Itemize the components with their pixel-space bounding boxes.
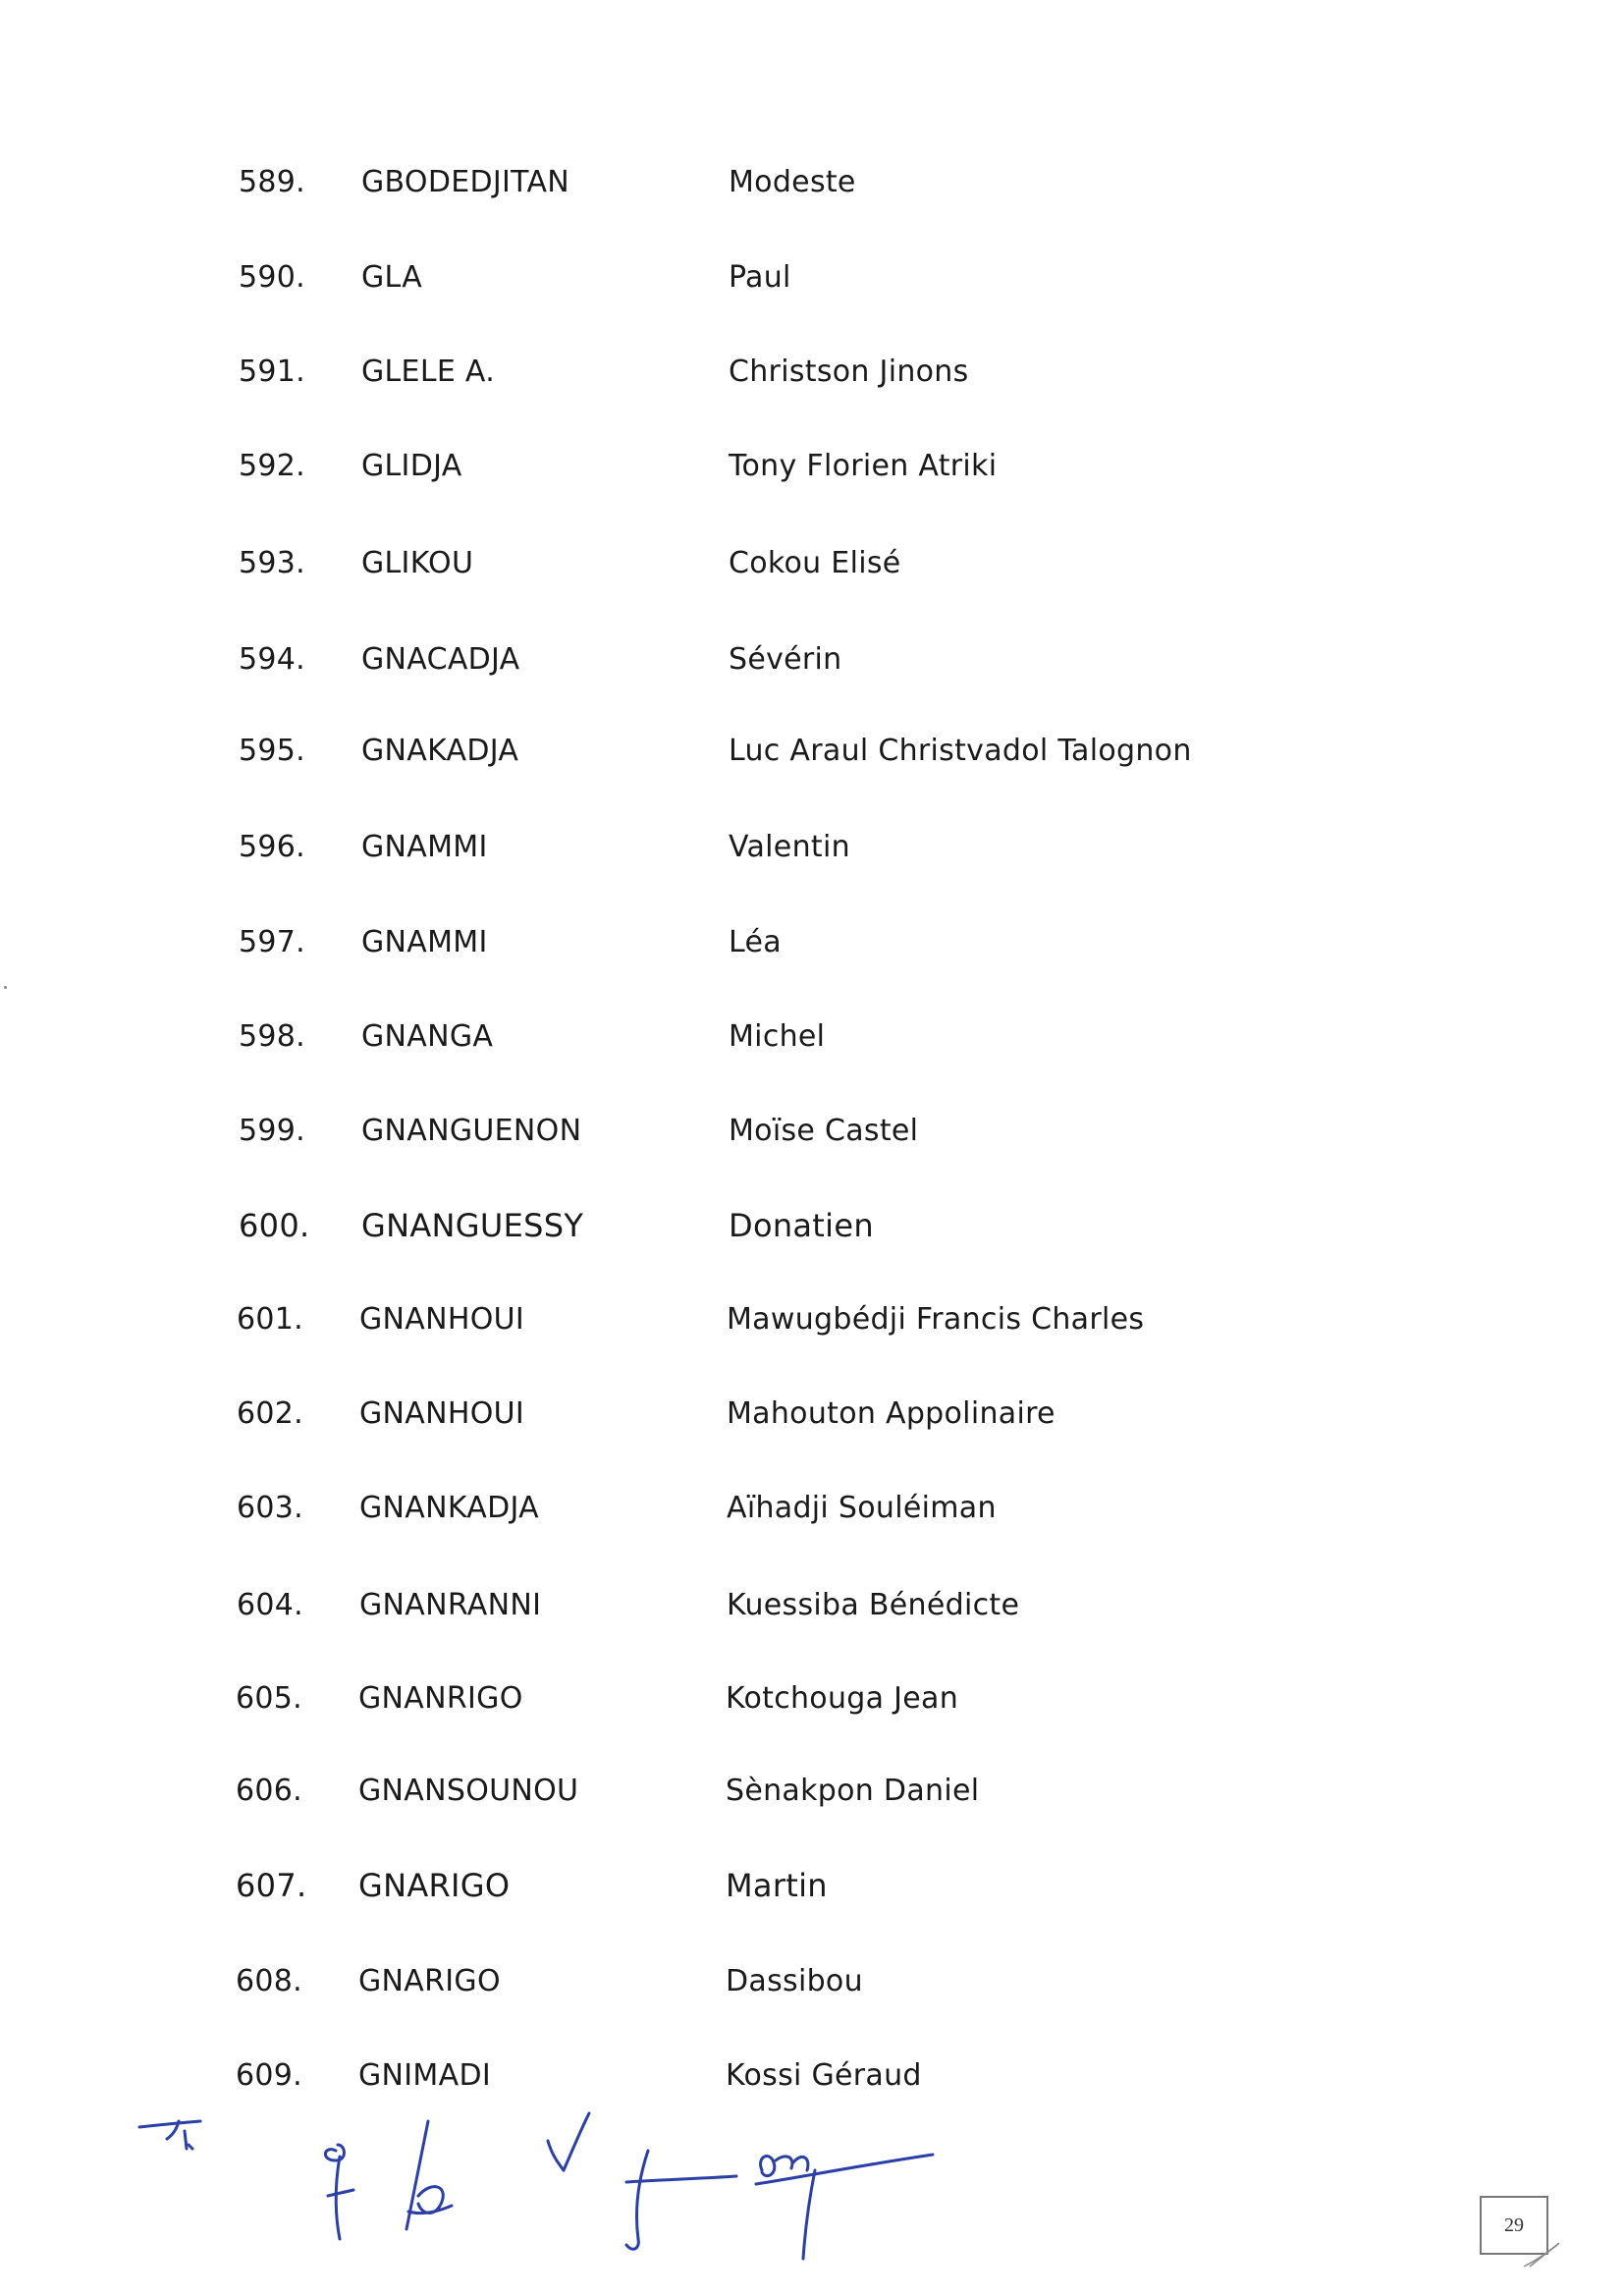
- row-number: 608.: [236, 1964, 302, 1998]
- row-given-names: Modeste: [729, 165, 856, 199]
- row-given-names: Mawugbédji Francis Charles: [727, 1302, 1145, 1337]
- row-surname: GLIDJA: [361, 449, 462, 483]
- list-row: [0, 1489, 1624, 1548]
- list-row: [0, 1300, 1624, 1359]
- row-given-names: Valentin: [729, 830, 850, 864]
- row-given-names: Donatien: [729, 1207, 874, 1244]
- list-row: [0, 447, 1624, 506]
- row-given-names: Mahouton Appolinaire: [727, 1396, 1056, 1431]
- list-row: [0, 1206, 1624, 1265]
- list-row: [0, 732, 1624, 791]
- row-given-names: Christson Jinons: [729, 355, 969, 389]
- row-surname: GNANGUESSY: [361, 1207, 584, 1244]
- row-given-names: Kuessiba Bénédicte: [727, 1588, 1020, 1622]
- row-number: 606.: [236, 1774, 302, 1808]
- row-given-names: Sévérin: [729, 642, 842, 677]
- row-number: 589.: [239, 165, 305, 199]
- row-number: 591.: [239, 355, 305, 389]
- row-given-names: Kotchouga Jean: [726, 1681, 959, 1716]
- row-surname: GNANGA: [361, 1019, 494, 1054]
- list-row: [0, 163, 1624, 222]
- list-row: [0, 544, 1624, 603]
- page-number: 29: [1504, 2214, 1524, 2236]
- row-number: 607.: [236, 1867, 307, 1904]
- row-surname: GBODEDJITAN: [361, 165, 570, 199]
- row-given-names: Paul: [729, 260, 791, 295]
- row-given-names: Martin: [726, 1867, 828, 1904]
- list-row: [0, 640, 1624, 699]
- initial-mark: [548, 2113, 736, 2249]
- list-row: [0, 1112, 1624, 1171]
- row-surname: GLIKOU: [361, 546, 474, 580]
- row-surname: GLELE A.: [361, 355, 496, 389]
- row-given-names: Tony Florien Atriki: [729, 449, 998, 483]
- initial-mark: [406, 2121, 452, 2229]
- initial-mark: [756, 2155, 933, 2259]
- row-surname: GNARIGO: [358, 1964, 501, 1998]
- initial-mark: [325, 2145, 353, 2239]
- row-surname: GNANHOUI: [359, 1396, 525, 1431]
- row-given-names: Aïhadji Souléiman: [727, 1491, 997, 1525]
- row-number: 598.: [239, 1019, 305, 1054]
- row-given-names: Kossi Géraud: [726, 2058, 922, 2093]
- row-surname: GNANRIGO: [358, 1681, 523, 1716]
- list-row: [0, 1394, 1624, 1453]
- list-row: [0, 258, 1624, 317]
- row-surname: GNIMADI: [358, 2058, 491, 2093]
- row-number: 597.: [239, 925, 305, 959]
- row-number: 592.: [239, 449, 305, 483]
- row-surname: GNANRANNI: [359, 1588, 542, 1622]
- list-row: [0, 1586, 1624, 1645]
- row-number: 590.: [239, 260, 305, 295]
- list-row: [0, 923, 1624, 982]
- row-number: 595.: [239, 734, 305, 768]
- list-row: [0, 1866, 1624, 1925]
- row-given-names: Cokou Elisé: [729, 546, 901, 580]
- row-given-names: Dassibou: [726, 1964, 863, 1998]
- page-curl-icon: [1522, 2239, 1561, 2269]
- row-number: 605.: [236, 1681, 302, 1716]
- list-row: [0, 1772, 1624, 1831]
- row-number: 603.: [237, 1491, 303, 1525]
- row-surname: GLA: [361, 260, 423, 295]
- initial-mark: [139, 2121, 200, 2149]
- row-surname: GNANGUENON: [361, 1114, 582, 1148]
- row-surname: GNANKADJA: [359, 1491, 539, 1525]
- scan-speck: [4, 986, 7, 989]
- row-number: 594.: [239, 642, 305, 677]
- list-row: [0, 353, 1624, 411]
- list-row: [0, 828, 1624, 887]
- row-surname: GNANHOUI: [359, 1302, 525, 1337]
- row-number: 601.: [237, 1302, 303, 1337]
- list-row: [0, 1679, 1624, 1738]
- list-row: [0, 1962, 1624, 2021]
- row-number: 599.: [239, 1114, 305, 1148]
- row-surname: GNAMMI: [361, 830, 488, 864]
- row-number: 602.: [237, 1396, 303, 1431]
- row-surname: GNARIGO: [358, 1867, 511, 1904]
- row-number: 596.: [239, 830, 305, 864]
- row-number: 609.: [236, 2058, 302, 2093]
- row-surname: GNAKADJA: [361, 734, 519, 768]
- row-surname: GNACADJA: [361, 642, 520, 677]
- row-given-names: Léa: [729, 925, 782, 959]
- row-number: 600.: [239, 1207, 310, 1244]
- row-given-names: Michel: [729, 1019, 826, 1054]
- row-given-names: Sènakpon Daniel: [726, 1774, 980, 1808]
- handwritten-initials: [128, 2102, 972, 2278]
- row-number: 593.: [239, 546, 305, 580]
- row-given-names: Luc Araul Christvadol Talognon: [729, 734, 1192, 768]
- row-surname: GNAMMI: [361, 925, 488, 959]
- row-surname: GNANSOUNOU: [358, 1774, 579, 1808]
- row-number: 604.: [237, 1588, 303, 1622]
- list-row: [0, 1017, 1624, 1076]
- row-given-names: Moïse Castel: [729, 1114, 919, 1148]
